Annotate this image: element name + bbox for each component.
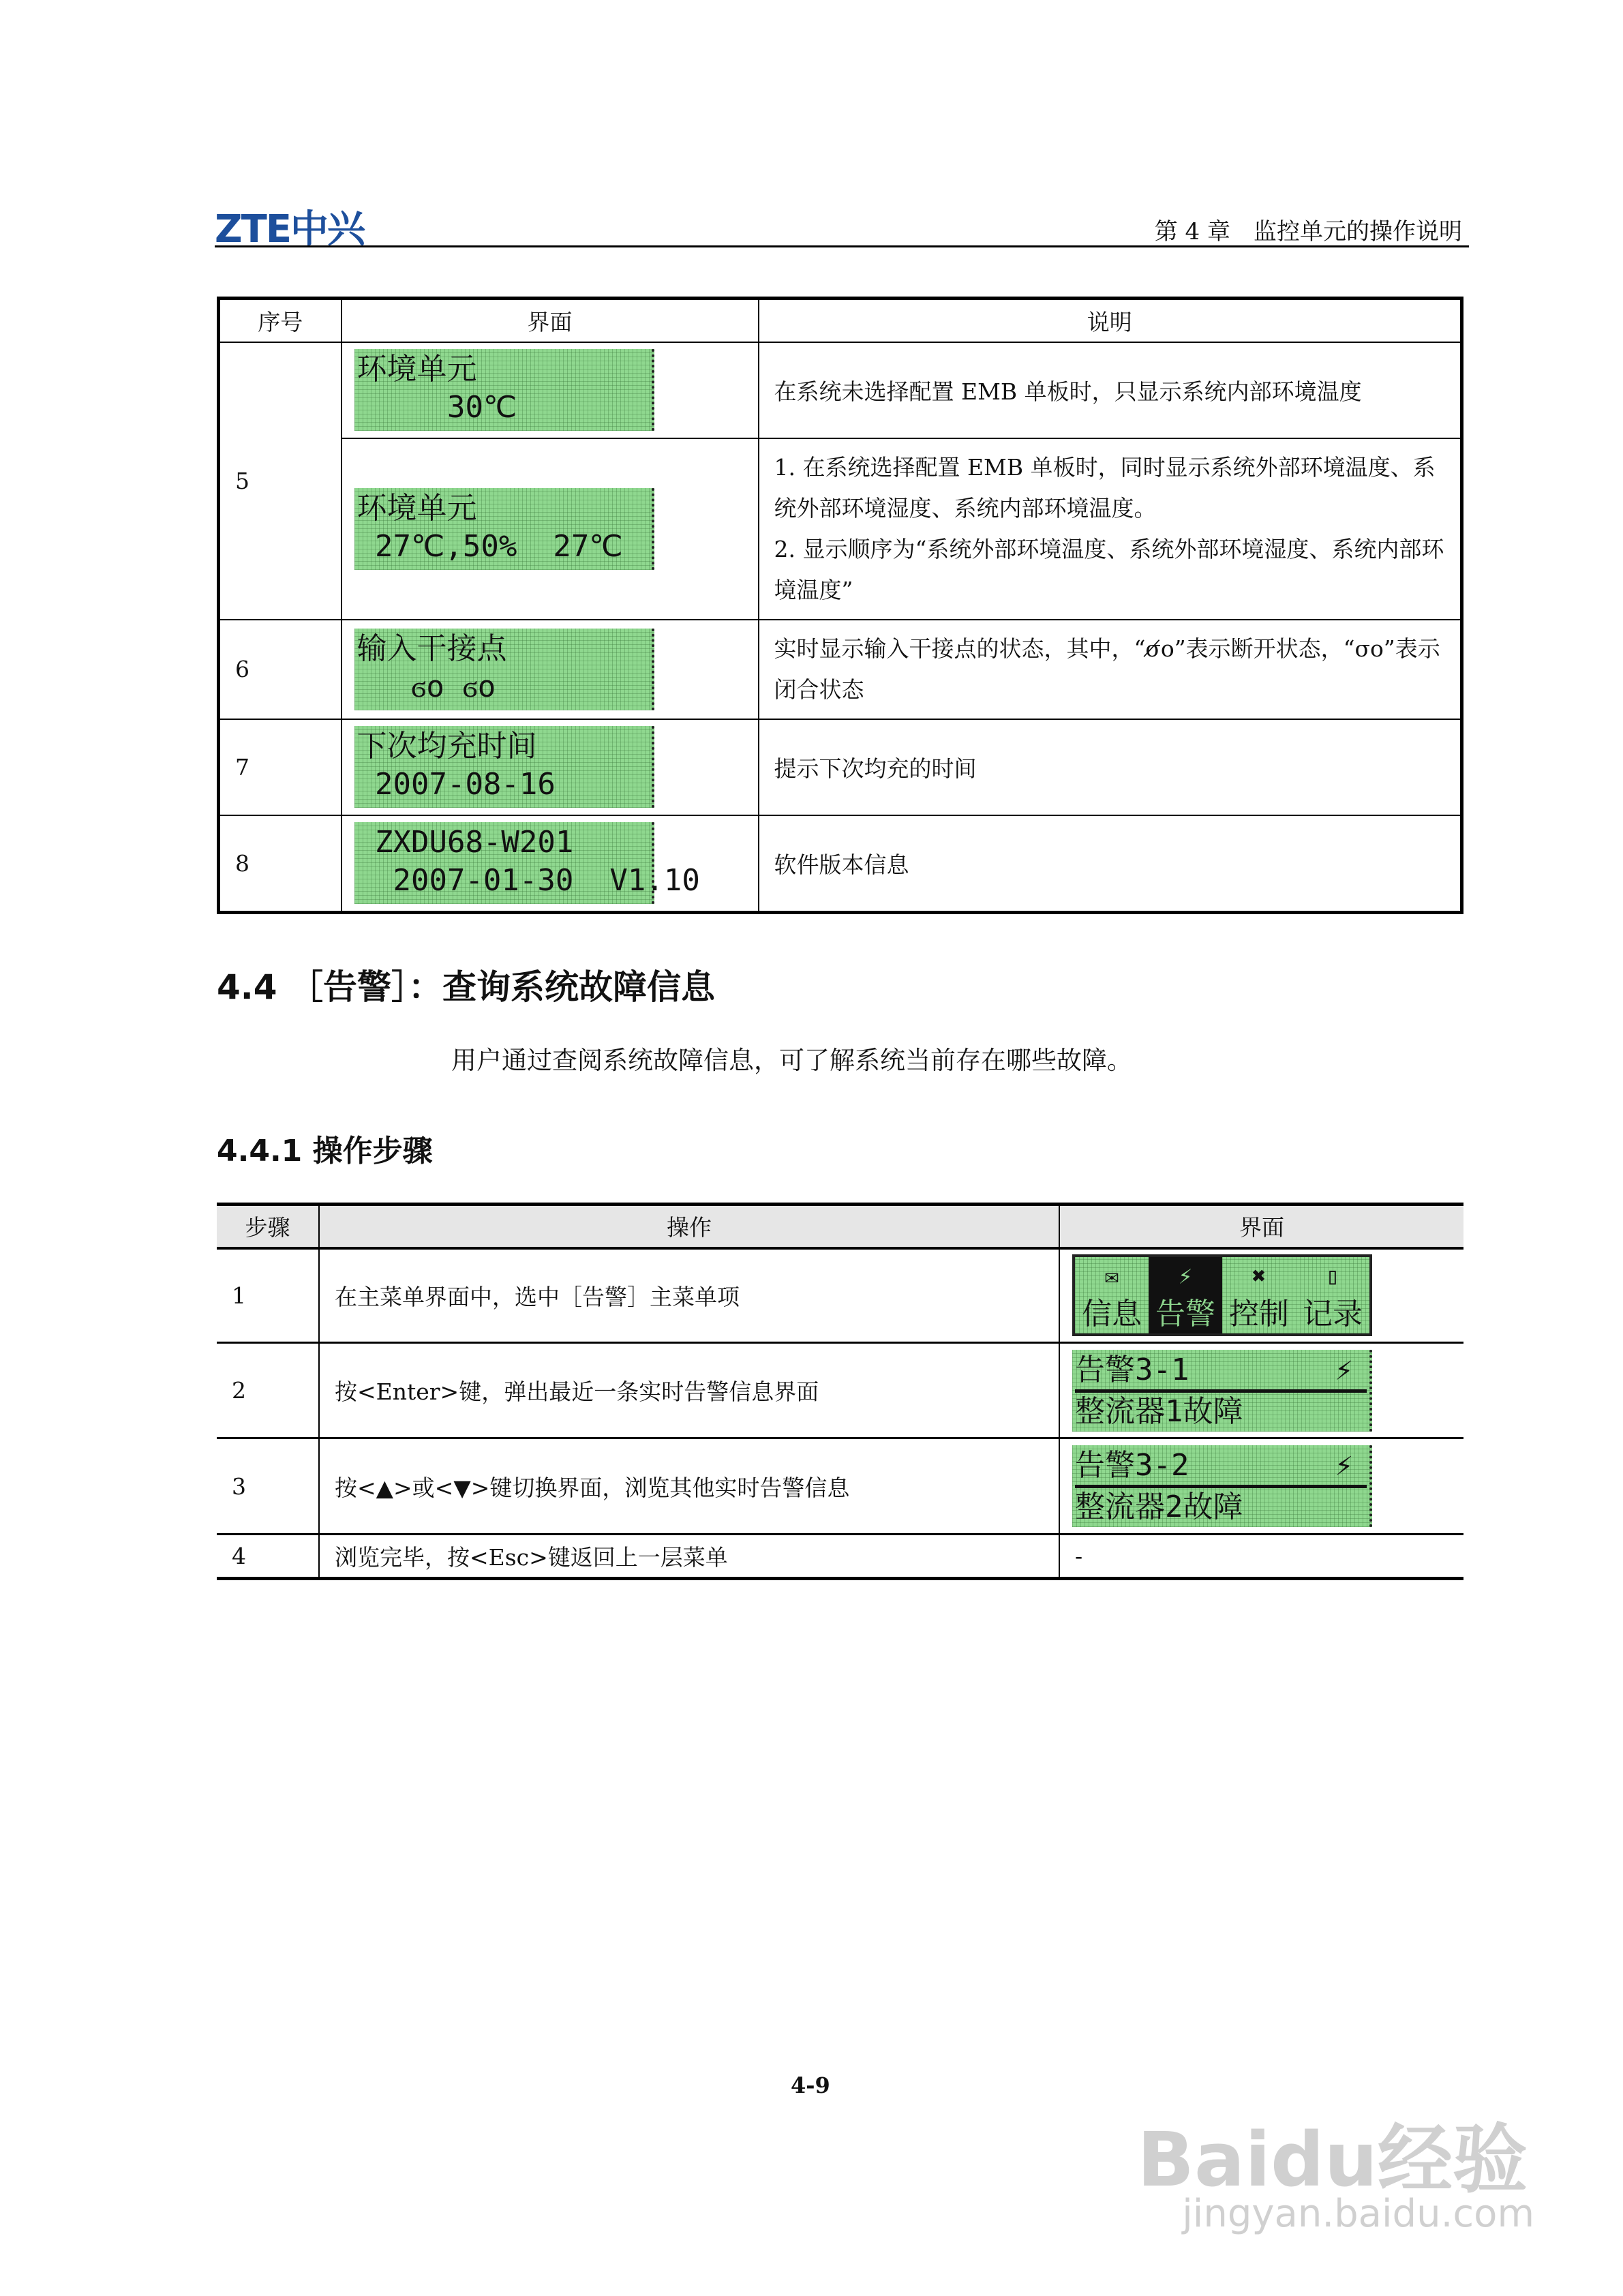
lcd-screen: 环境单元 27℃,50% 27℃ [354,488,654,570]
baidu-watermark-url: jingyan.baidu.com [1182,2192,1534,2236]
lcd-screen: 环境单元 30℃ [354,349,654,431]
interface-table [217,297,1463,914]
alarm-lcd: 告警3-1 ⚡ 整流器1故障 [1072,1350,1372,1432]
step-operation: 按<▲>或<▼>键切换界面，浏览其他实时告警信息 [319,1438,1059,1535]
step-operation: 浏览完毕，按<Esc>键返回上一层菜单 [319,1535,1059,1579]
step-number: 4 [217,1535,319,1579]
control-icon: ✖ [1252,1263,1266,1290]
zte-logo: ZTE中兴 [215,207,365,252]
steps-table [217,1203,1463,1580]
row-number: 8 [219,815,342,913]
alarm-lcd: 告警3-2 ⚡ 整流器2故障 [1072,1445,1372,1527]
row-number: 7 [219,719,342,815]
row-number: 5 [219,342,342,620]
record-icon: ▯ [1325,1263,1340,1290]
section-intro: 用户通过查阅系统故障信息，可了解系统当前存在哪些故障。 [451,1046,1132,1075]
menu-info: 信息 [1082,1297,1142,1332]
menu-record: 记录 [1303,1297,1363,1332]
step-operation: 在主菜单界面中，选中［告警］主菜单项 [319,1248,1059,1343]
description: 提示下次均充的时间 [759,719,1462,815]
menu-alarm: 告警 [1149,1295,1222,1333]
lcd-screen: ZXDU68-W201 2007-01-30 V1.10 [354,822,654,904]
description: 实时显示输入干接点的状态，其中，“σ̸o”表示断开状态，“σo”表示闭合状态 [759,620,1462,719]
main-menu-lcd [1072,1254,1372,1336]
chapter-title: 第 4 章 监控单元的操作说明 [1154,218,1462,245]
step-number: 3 [217,1438,319,1535]
info-icon: ✉ [1104,1263,1119,1290]
step-number: 1 [217,1248,319,1343]
col-header: 步骤 [217,1205,319,1248]
description: 软件版本信息 [759,815,1462,913]
baidu-watermark: Baidu经验 [1137,2116,1528,2203]
page-number: 4-9 [791,2072,830,2098]
row-number: 6 [219,620,342,719]
alarm-icon: ⚡ [1335,1448,1353,1483]
col-header: 界面 [1059,1205,1463,1248]
subsection-heading: 4.4.1 操作步骤 [217,1134,433,1168]
alarm-icon: ⚡ [1149,1257,1222,1295]
lcd-screen: 输入干接点 ϭo ϭo [354,629,654,710]
description: 在系统未选择配置 EMB 单板时，只显示系统内部环境温度 [759,342,1462,438]
step-number: 2 [217,1343,319,1438]
step-operation: 按<Enter>键，弹出最近一条实时告警信息界面 [319,1343,1059,1438]
lcd-screen: 下次均充时间 2007-08-16 [354,726,654,808]
col-header: 序号 [219,299,342,342]
header-divider [215,245,1469,247]
alarm-icon: ⚡ [1335,1352,1353,1387]
col-header: 操作 [319,1205,1059,1248]
menu-control: 控制 [1229,1297,1289,1332]
section-heading: 4.4 ［告警］：查询系统故障信息 [217,967,715,1007]
col-header: 说明 [759,299,1462,342]
description: 1. 在系统选择配置 EMB 单板时，同时显示系统外部环境温度、系统外部环境湿度、系统内部环境温度。 2. 显示顺序为“系统外部环境温度、系统外部环境湿度、系统内部环境温度” [759,438,1462,620]
step-ui: - [1059,1535,1463,1579]
col-header: 界面 [342,299,759,342]
